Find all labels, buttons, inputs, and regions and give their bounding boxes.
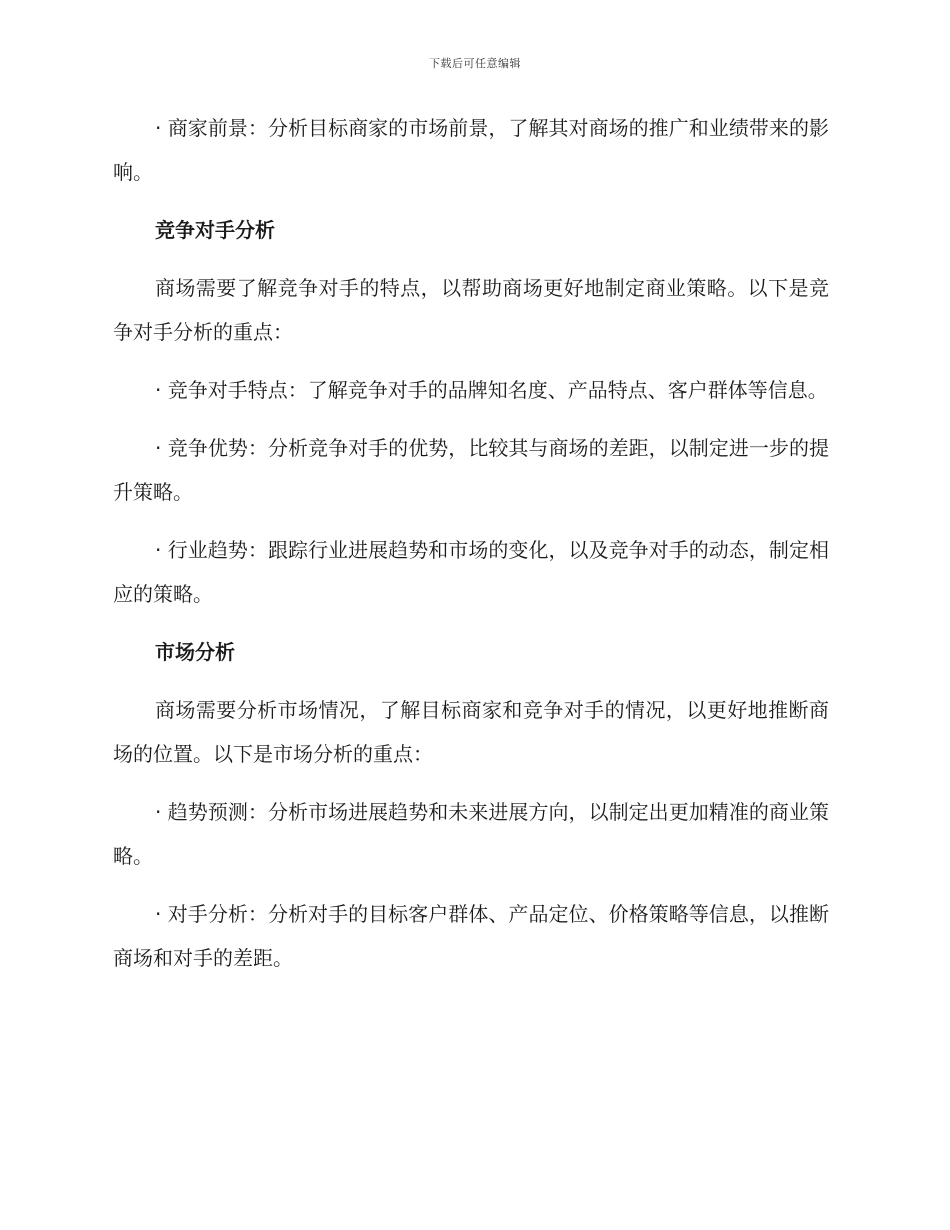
competitor-intro-paragraph: 商场需要了解竞争对手的特点，以帮助商场更好地制定商业策略。以下是竞争对手分析的重点： <box>113 276 829 344</box>
header-note: 下载后可任意编辑 <box>429 57 521 70</box>
bullet-merchant-prospects: · 商家前景：分析目标商家的市场前景，了解其对商场的推广和业绩带来的影响。 <box>113 116 829 184</box>
section-heading-market-analysis: 市场分析 <box>155 640 235 664</box>
bullet-rival-analysis: · 对手分析：分析对手的目标客户群体、产品定位、价格策略等信息，以推断商场和对手的差距。 <box>113 902 829 970</box>
bullet-competitor-traits: · 竞争对手特点：了解竞争对手的品牌知名度、产品特点、客户群体等信息。 <box>155 378 828 402</box>
bullet-competitive-advantage: · 竞争优势：分析竞争对手的优势，比较其与商场的差距，以制定进一步的提升策略。 <box>113 436 829 504</box>
bullet-industry-trends: · 行业趋势：跟踪行业进展趋势和市场的变化，以及竞争对手的动态，制定相应的策略。 <box>113 538 829 606</box>
bullet-trend-forecast: · 趋势预测：分析市场进展趋势和未来进展方向，以制定出更加精准的商业策略。 <box>113 800 829 868</box>
section-heading-competitor-analysis: 竞争对手分析 <box>155 218 275 242</box>
market-intro-paragraph: 商场需要分析市场情况，了解目标商家和竞争对手的情况，以更好地推断商场的位置。以下是市场分析的重点： <box>113 698 829 766</box>
document-body <box>113 106 829 994</box>
